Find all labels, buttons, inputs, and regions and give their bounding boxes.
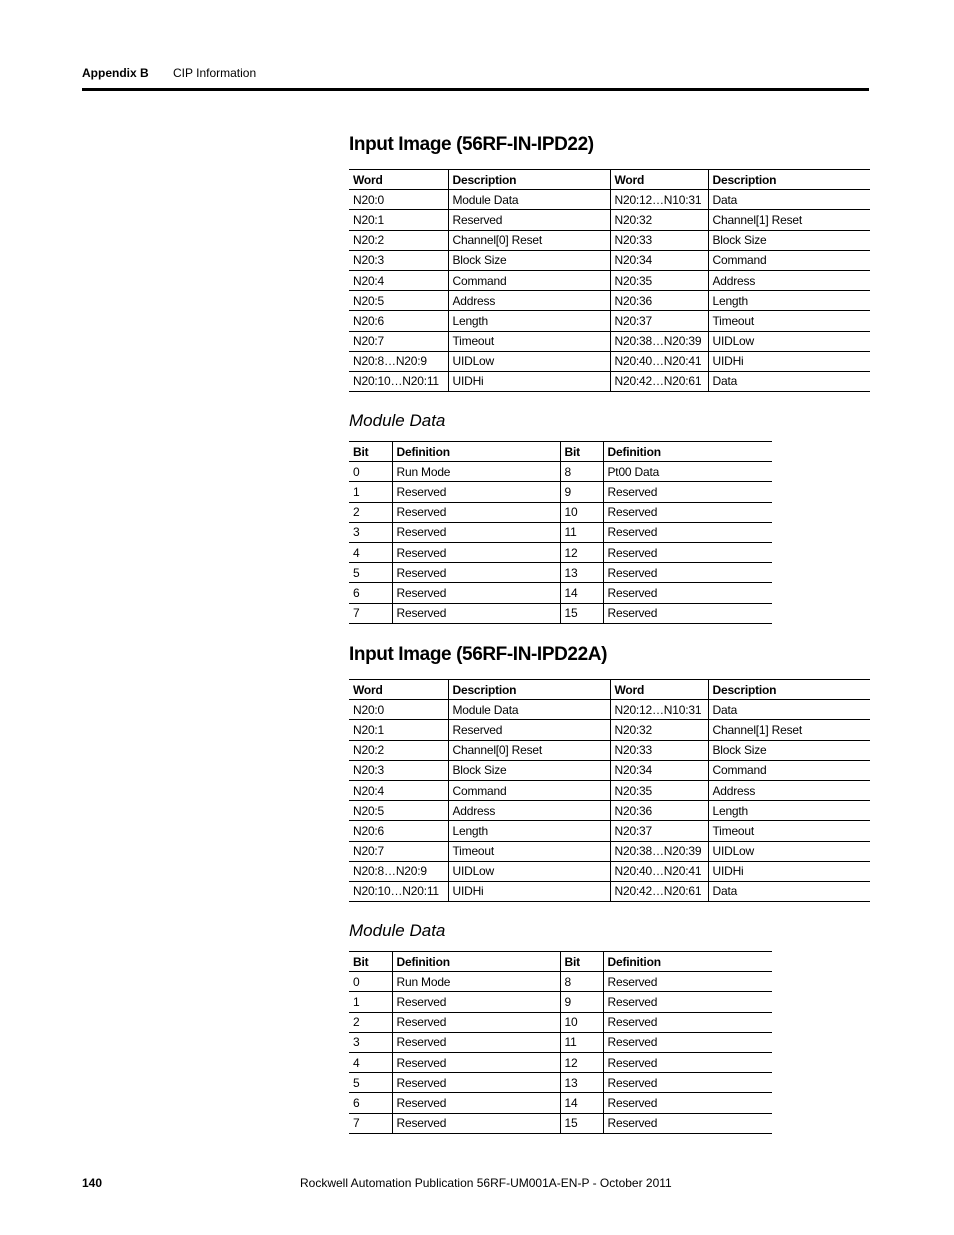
table-cell: Reserved <box>392 1073 560 1093</box>
section-title-ipd22a: Input Image (56RF-IN-IPD22A) <box>349 644 607 665</box>
table-cell: 7 <box>349 603 392 623</box>
table-cell: 12 <box>560 542 603 562</box>
table-cell: N20:40…N20:41 <box>610 861 708 881</box>
table-cell: Reserved <box>392 563 560 583</box>
table-cell: 14 <box>560 583 603 603</box>
table-cell: Reserved <box>603 482 772 502</box>
publication-info: Rockwell Automation Publication 56RF-UM001A-EN-P - October 2011 <box>300 1176 672 1190</box>
table-row <box>349 482 772 502</box>
table-cell: 15 <box>560 1113 603 1133</box>
table-cell: Length <box>708 291 870 311</box>
table-cell: Reserved <box>603 992 772 1012</box>
table-cell: Channel[0] Reset <box>448 740 610 760</box>
table-cell: 10 <box>560 502 603 522</box>
table-cell: N20:32 <box>610 720 708 740</box>
table-cell: Block Size <box>708 230 870 250</box>
table-row <box>349 371 870 391</box>
table-cell: 3 <box>349 522 392 542</box>
table-cell: N20:37 <box>610 311 708 331</box>
table-cell: Address <box>708 270 870 290</box>
table-cell: N20:34 <box>610 250 708 270</box>
table-cell: Run Mode <box>392 462 560 482</box>
column-header: Definition <box>392 442 560 462</box>
column-header: Description <box>448 680 610 700</box>
table-cell: Command <box>448 780 610 800</box>
table-cell: Reserved <box>392 482 560 502</box>
table-row <box>349 780 870 800</box>
table-cell: N20:8…N20:9 <box>349 861 448 881</box>
table-cell: N20:3 <box>349 250 448 270</box>
table-cell: 4 <box>349 1052 392 1072</box>
table-cell: N20:10…N20:11 <box>349 881 448 901</box>
table-header-row <box>349 442 772 462</box>
table-cell: Channel[1] Reset <box>708 720 870 740</box>
table-cell: N20:2 <box>349 230 448 250</box>
table-cell: Reserved <box>392 1032 560 1052</box>
table-cell: 4 <box>349 542 392 562</box>
table-row <box>349 992 772 1012</box>
table-cell: N20:32 <box>610 210 708 230</box>
table-cell: Timeout <box>708 821 870 841</box>
table-cell: 11 <box>560 1032 603 1052</box>
table-cell: Module Data <box>448 700 610 720</box>
table-cell: N20:7 <box>349 331 448 351</box>
table-cell: N20:12…N10:31 <box>610 700 708 720</box>
table-cell: N20:1 <box>349 210 448 230</box>
table-cell: 7 <box>349 1113 392 1133</box>
table-row <box>349 522 772 542</box>
table-row <box>349 331 870 351</box>
table-row <box>349 351 870 371</box>
table-row <box>349 291 870 311</box>
table-cell: Reserved <box>392 542 560 562</box>
table-cell: N20:12…N10:31 <box>610 190 708 210</box>
table-row <box>349 210 870 230</box>
table-cell: N20:5 <box>349 291 448 311</box>
table-cell: Reserved <box>603 1052 772 1072</box>
appendix-label: Appendix B <box>82 66 149 80</box>
table-cell: 6 <box>349 1093 392 1113</box>
table-cell: UIDLow <box>448 351 610 371</box>
column-header: Definition <box>392 952 560 972</box>
table-cell: Pt00 Data <box>603 462 772 482</box>
table-cell: N20:1 <box>349 720 448 740</box>
table-cell: N20:4 <box>349 780 448 800</box>
table-cell: Command <box>708 760 870 780</box>
table-cell: N20:34 <box>610 760 708 780</box>
column-header: Description <box>708 170 870 190</box>
column-header: Bit <box>560 952 603 972</box>
table-cell: Reserved <box>392 603 560 623</box>
table-cell: UIDHi <box>448 881 610 901</box>
table-cell: N20:6 <box>349 821 448 841</box>
table-cell: N20:6 <box>349 311 448 331</box>
table-cell: N20:35 <box>610 780 708 800</box>
column-header: Word <box>610 170 708 190</box>
table-cell: Reserved <box>603 542 772 562</box>
table-cell: Reserved <box>603 603 772 623</box>
table-cell: 9 <box>560 992 603 1012</box>
table-cell: 10 <box>560 1012 603 1032</box>
table-cell: N20:2 <box>349 740 448 760</box>
table-row <box>349 841 870 861</box>
table-cell: N20:8…N20:9 <box>349 351 448 371</box>
table-cell: UIDLow <box>708 331 870 351</box>
table-cell: Reserved <box>603 1012 772 1032</box>
table-cell: Reserved <box>392 1113 560 1133</box>
table-cell: 13 <box>560 563 603 583</box>
header-rule <box>82 88 869 91</box>
table-header-row <box>349 170 870 190</box>
table-cell: N20:33 <box>610 740 708 760</box>
table-row <box>349 230 870 250</box>
section-title-ipd22: Input Image (56RF-IN-IPD22) <box>349 134 594 155</box>
column-header: Description <box>448 170 610 190</box>
table-cell: Reserved <box>392 522 560 542</box>
table-row <box>349 190 870 210</box>
module-data-title-ipd22a: Module Data <box>349 921 446 940</box>
table-row <box>349 603 772 623</box>
table-cell: UIDLow <box>448 861 610 881</box>
module-data-table-ipd22 <box>349 441 772 624</box>
table-cell: Reserved <box>603 522 772 542</box>
table-cell: 1 <box>349 482 392 502</box>
table-cell: N20:42…N20:61 <box>610 881 708 901</box>
chapter-title: CIP Information <box>173 66 257 80</box>
table-cell: N20:42…N20:61 <box>610 371 708 391</box>
table-row <box>349 502 772 522</box>
column-header: Word <box>610 680 708 700</box>
table-cell: Channel[1] Reset <box>708 210 870 230</box>
table-cell: UIDHi <box>708 351 870 371</box>
table-cell: Reserved <box>392 502 560 522</box>
table-cell: Reserved <box>448 720 610 740</box>
table-cell: 13 <box>560 1073 603 1093</box>
table-cell: UIDLow <box>708 841 870 861</box>
column-header: Word <box>349 170 448 190</box>
table-cell: Address <box>448 801 610 821</box>
table-row <box>349 542 772 562</box>
table-cell: UIDHi <box>708 861 870 881</box>
table-cell: 6 <box>349 583 392 603</box>
word-table-ipd22a <box>349 679 870 902</box>
module-data-table-ipd22a <box>349 951 772 1134</box>
table-row <box>349 821 870 841</box>
table-cell: Data <box>708 371 870 391</box>
table-cell: Reserved <box>603 563 772 583</box>
table-cell: N20:38…N20:39 <box>610 331 708 351</box>
table-row <box>349 881 870 901</box>
table-cell: Timeout <box>708 311 870 331</box>
table-cell: Module Data <box>448 190 610 210</box>
table-cell: N20:36 <box>610 801 708 821</box>
table-row <box>349 972 772 992</box>
table-cell: Data <box>708 881 870 901</box>
table-cell: Reserved <box>603 1093 772 1113</box>
table-cell: Reserved <box>392 1052 560 1072</box>
table-cell: Length <box>448 311 610 331</box>
table-row <box>349 760 870 780</box>
table-cell: N20:4 <box>349 270 448 290</box>
column-header: Bit <box>560 442 603 462</box>
column-header: Bit <box>349 442 392 462</box>
table-cell: N20:7 <box>349 841 448 861</box>
table-cell: Address <box>708 780 870 800</box>
table-cell: Length <box>708 801 870 821</box>
table-cell: 1 <box>349 992 392 1012</box>
table-cell: Reserved <box>603 972 772 992</box>
word-table-ipd22 <box>349 169 870 392</box>
table-row <box>349 1052 772 1072</box>
table-row <box>349 861 870 881</box>
table-cell: Reserved <box>448 210 610 230</box>
table-cell: 0 <box>349 462 392 482</box>
table-row <box>349 1073 772 1093</box>
table-cell: Length <box>448 821 610 841</box>
table-cell: Command <box>708 250 870 270</box>
table-cell: Block Size <box>448 760 610 780</box>
table-cell: Reserved <box>392 1093 560 1113</box>
table-cell: 14 <box>560 1093 603 1113</box>
table-cell: UIDHi <box>448 371 610 391</box>
column-header: Description <box>708 680 870 700</box>
table-row <box>349 720 870 740</box>
column-header: Definition <box>603 952 772 972</box>
table-cell: 2 <box>349 1012 392 1032</box>
table-cell: 15 <box>560 603 603 623</box>
table-row <box>349 1093 772 1113</box>
table-cell: 0 <box>349 972 392 992</box>
table-cell: 8 <box>560 462 603 482</box>
table-cell: N20:3 <box>349 760 448 780</box>
table-cell: Command <box>448 270 610 290</box>
table-row <box>349 583 772 603</box>
table-row <box>349 462 772 482</box>
table-cell: 12 <box>560 1052 603 1072</box>
column-header: Definition <box>603 442 772 462</box>
table-cell: 9 <box>560 482 603 502</box>
table-cell: N20:5 <box>349 801 448 821</box>
table-cell: Reserved <box>603 502 772 522</box>
table-header-row <box>349 952 772 972</box>
table-cell: N20:40…N20:41 <box>610 351 708 371</box>
table-row <box>349 250 870 270</box>
table-row <box>349 563 772 583</box>
table-row <box>349 1012 772 1032</box>
table-cell: Channel[0] Reset <box>448 230 610 250</box>
table-cell: Reserved <box>603 1113 772 1133</box>
table-row <box>349 1113 772 1133</box>
page-number: 140 <box>82 1176 103 1190</box>
table-cell: N20:37 <box>610 821 708 841</box>
table-row <box>349 270 870 290</box>
column-header: Bit <box>349 952 392 972</box>
table-row <box>349 1032 772 1052</box>
table-cell: N20:10…N20:11 <box>349 371 448 391</box>
table-cell: 8 <box>560 972 603 992</box>
table-cell: N20:36 <box>610 291 708 311</box>
table-cell: Reserved <box>392 992 560 1012</box>
table-cell: Timeout <box>448 331 610 351</box>
table-cell: 11 <box>560 522 603 542</box>
table-cell: Run Mode <box>392 972 560 992</box>
table-cell: Timeout <box>448 841 610 861</box>
table-cell: Block Size <box>708 740 870 760</box>
table-row <box>349 801 870 821</box>
table-cell: Data <box>708 190 870 210</box>
table-cell: N20:0 <box>349 700 448 720</box>
table-row <box>349 700 870 720</box>
table-row <box>349 740 870 760</box>
module-data-title-ipd22: Module Data <box>349 411 446 430</box>
table-header-row <box>349 680 870 700</box>
table-cell: Reserved <box>392 583 560 603</box>
table-cell: Reserved <box>603 1073 772 1093</box>
table-cell: N20:35 <box>610 270 708 290</box>
column-header: Word <box>349 680 448 700</box>
table-cell: 5 <box>349 1073 392 1093</box>
table-cell: 3 <box>349 1032 392 1052</box>
table-cell: Block Size <box>448 250 610 270</box>
table-cell: Reserved <box>392 1012 560 1032</box>
table-cell: Reserved <box>603 1032 772 1052</box>
table-cell: N20:33 <box>610 230 708 250</box>
table-cell: 5 <box>349 563 392 583</box>
table-cell: Data <box>708 700 870 720</box>
table-cell: N20:38…N20:39 <box>610 841 708 861</box>
table-cell: Reserved <box>603 583 772 603</box>
table-row <box>349 311 870 331</box>
table-cell: N20:0 <box>349 190 448 210</box>
table-cell: Address <box>448 291 610 311</box>
table-cell: 2 <box>349 502 392 522</box>
